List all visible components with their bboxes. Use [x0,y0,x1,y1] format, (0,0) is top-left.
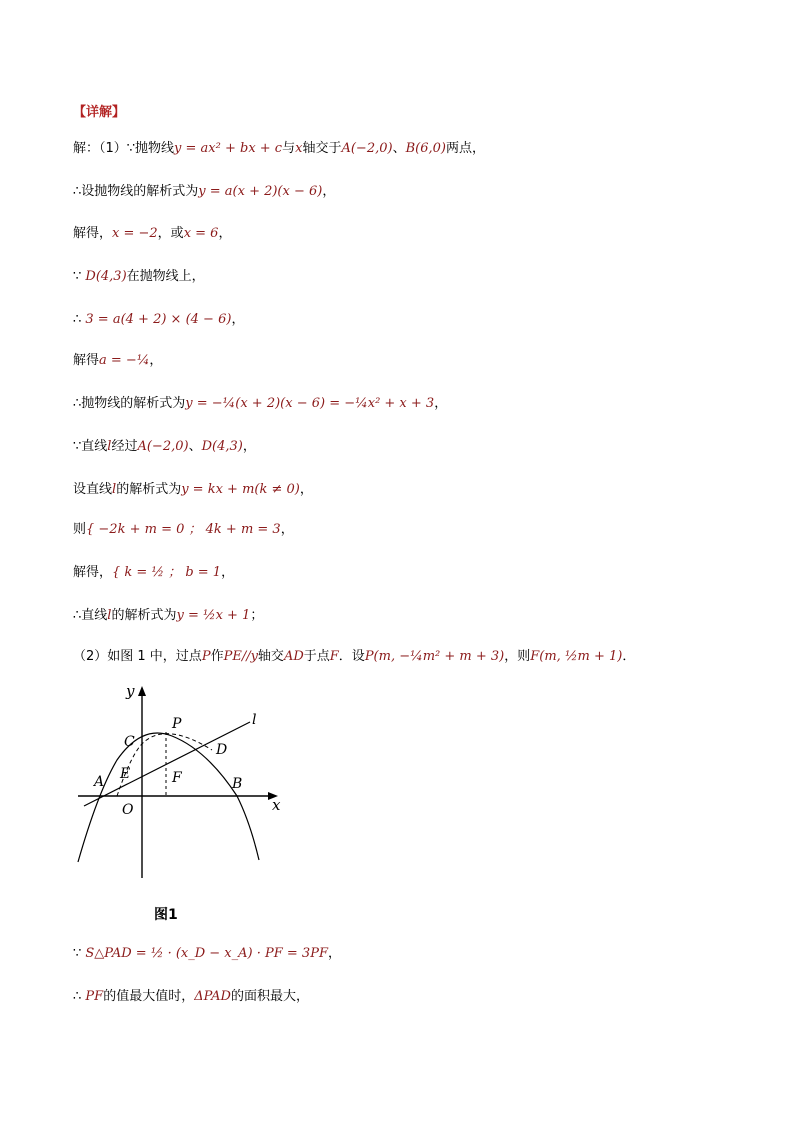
figure-caption: 图1 [154,907,178,923]
label-P: P [172,716,182,732]
math-run: y = −¼(x + 2)(x − 6) = −¼x² + x + 3 [185,396,435,411]
text-run: ∴ [73,989,86,1004]
solution-line-6 [73,352,162,370]
text-run: ∴ [73,312,86,327]
solution-line-3 [73,225,231,243]
text-run: ，或 [157,226,184,241]
math-run: y = ax² + bx + c [174,141,283,156]
math-run: P(m, −¼m² + m + 3) [364,649,505,664]
math-run: PF [85,989,104,1004]
label-C: C [124,734,135,750]
label-B: B [232,776,243,792]
math-run: x [295,141,303,156]
text-run: 则 [73,522,87,537]
text-run: ∵直线 [73,439,108,454]
math-run: y = a(x + 2)(x − 6) [198,184,323,199]
label-A: A [94,774,105,790]
text-run: ， [221,565,235,580]
text-run: ，则 [504,649,531,664]
text-run: 、 [392,141,406,156]
solution-line-5 [73,311,244,329]
label-x: x [272,796,281,814]
section-header: 【详解】 [73,105,126,120]
solution-line-13 [73,648,635,666]
text-run: ， [299,482,313,497]
parabola-curve [78,733,259,862]
label-F: F [172,770,182,786]
math-run: F(m, ½m + 1) [530,649,623,664]
math-run: l [112,482,117,497]
text-run: 解：（1）∵抛物线 [73,141,175,156]
solution-line-14 [73,945,341,963]
math-run: x = −2 [112,226,158,241]
math-run: F [329,649,339,664]
text-run: ， [218,226,232,241]
text-run: 的值最大值时， [103,989,195,1004]
solution-line-1 [73,140,485,158]
text-run: ， [327,946,341,961]
text-run: ∴直线 [73,608,108,623]
solution-line-7 [73,395,447,413]
text-run: 在抛物线上， [126,269,205,284]
solution-line-4 [73,268,205,286]
text-run: 设直线 [73,482,113,497]
math-run: D(4,3) [201,439,243,454]
text-run: 轴交 [257,649,284,664]
text-run: 作 [210,649,224,664]
solution-line-15 [73,988,309,1006]
text-run: ， [242,439,256,454]
y-axis-arrow [138,686,146,696]
math-run: ΔPAD [194,989,231,1004]
math-run: AD [283,649,304,664]
text-run: ．设 [338,649,365,664]
text-run: 解得， [73,565,113,580]
text-run: 解得， [73,226,113,241]
solution-line-8 [73,438,256,456]
label-y: y [126,682,135,700]
text-run: （2）如图 1 中，过点 [73,649,202,664]
math-run: y = ½x + 1 [176,608,251,623]
math-run: { k = ½ ； b = 1 [112,565,222,580]
math-run: A(−2,0) [137,439,189,454]
text-run: ， [322,184,336,199]
figure-1 [72,682,292,882]
math-run: A(−2,0) [341,141,393,156]
label-l: l [252,712,257,728]
text-run: ∴设抛物线的解析式为 [73,184,199,199]
math-run: PE//y [223,649,258,664]
math-run: y = kx + m(k ≠ 0) [181,482,300,497]
label-D: D [216,742,228,758]
text-run: 两点， [445,141,485,156]
math-run: 3 = a(4 + 2) × (4 − 6) [85,312,232,327]
math-run: B(6,0) [405,141,446,156]
text-run: ． [622,649,636,664]
math-run: l [107,439,112,454]
solution-line-11 [73,564,234,582]
solution-line-10 [73,521,294,539]
text-run: ， [231,312,245,327]
text-run: 与 [282,141,296,156]
text-run: ∵ [73,946,86,961]
math-run: S△PAD = ½ · (x_D − x_A) · PF = 3PF [85,946,328,961]
math-run: P [201,649,211,664]
text-run: 经过 [111,439,138,454]
text-run: 、 [188,439,202,454]
text-run: 的解析式为 [116,482,182,497]
text-run: ， [149,353,163,368]
text-run: 轴交于 [302,141,342,156]
text-run: ； [250,608,264,623]
text-run: 的面积最大， [230,989,309,1004]
text-run: ， [434,396,448,411]
text-run: 解得 [73,353,100,368]
label-E: E [120,766,131,782]
text-run: ∵ [73,269,86,284]
solution-line-9 [73,481,313,499]
solution-line-2 [73,183,335,201]
text-run: 的解析式为 [111,608,177,623]
math-run: x = 6 [183,226,219,241]
math-run: { −2k + m = 0 ； 4k + m = 3 [86,522,281,537]
text-run: 于点 [303,649,330,664]
math-run: a = −¼ [99,353,150,368]
solution-line-12 [73,607,263,625]
text-run: ， [280,522,294,537]
math-run: D(4,3) [85,269,127,284]
math-run: l [107,608,112,623]
label-O: O [122,802,134,818]
text-run: ∴抛物线的解析式为 [73,396,186,411]
